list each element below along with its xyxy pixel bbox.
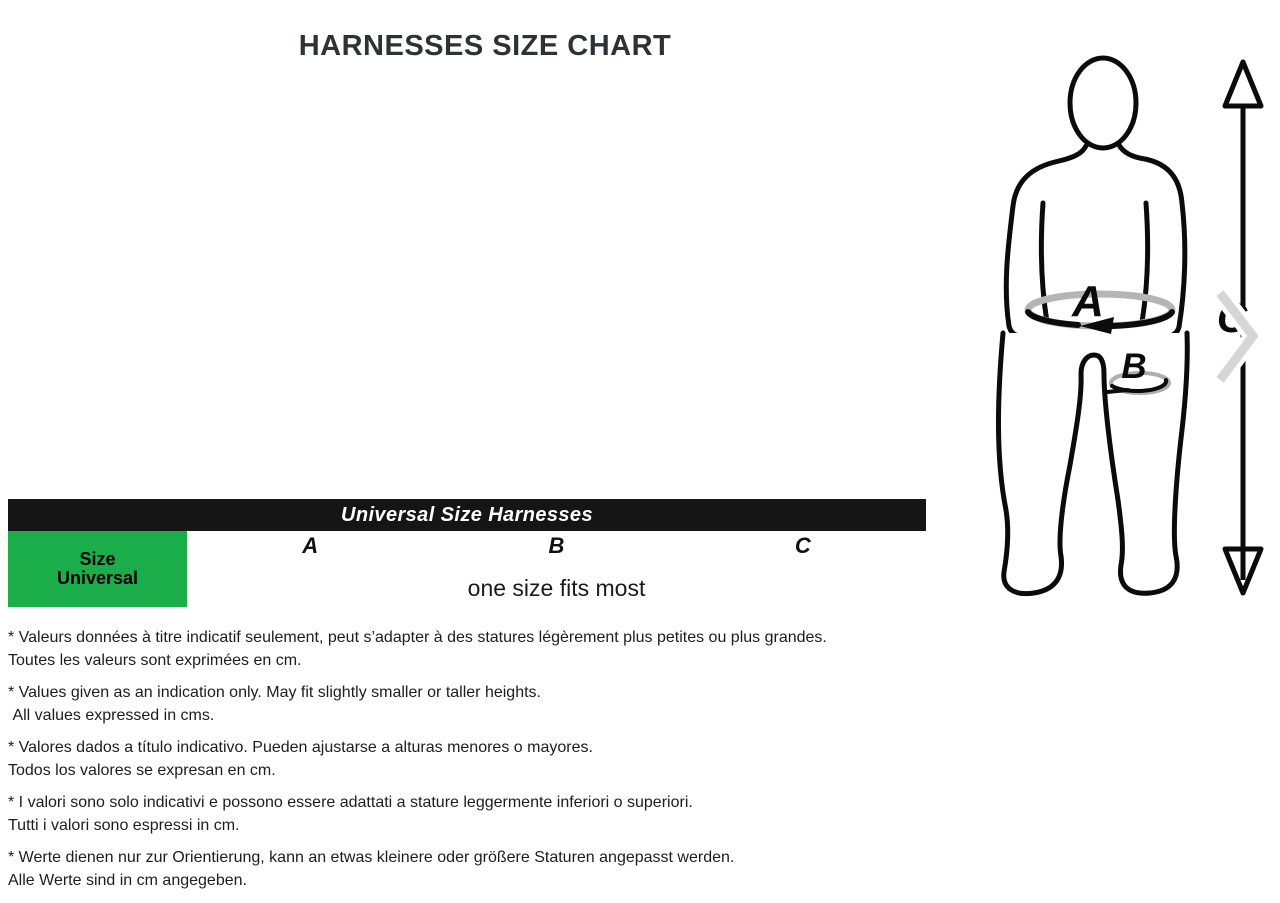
body-measurement-diagram (980, 50, 1280, 610)
figure-head (1070, 58, 1136, 148)
note-french (8, 626, 973, 672)
fit-note-label: one size fits most (467, 574, 646, 601)
disclaimer-notes (8, 626, 973, 901)
table-header-bar (8, 499, 926, 531)
note-english (8, 681, 973, 727)
note-line: * Values given as an indication only. May fit slightly smaller or taller heights. (8, 684, 541, 701)
note-italian (8, 791, 973, 837)
size-label-line1: Size (79, 549, 116, 569)
thigh-label: B (1121, 347, 1147, 386)
column-header-b: B (548, 533, 565, 558)
table-header-label: Universal Size Harnesses (341, 503, 593, 526)
figure-legs (998, 333, 1187, 594)
size-universal-cell (8, 531, 187, 607)
note-line: * Valeurs données à titre indicatif seulement, peut s’adapter à des statures légèrement plus petites ou plus grandes. (8, 629, 827, 646)
note-line: * Werte dienen nur zur Orientierung, kann an etwas kleinere oder größere Staturen angepasst werden. (8, 849, 735, 866)
thigh-tick (1107, 390, 1128, 392)
waist-measure (1028, 277, 1172, 334)
fit-note-row (187, 570, 926, 606)
figure-left-inner-arm (1041, 203, 1047, 322)
column-header-a: A (302, 533, 319, 558)
waist-label: A (1072, 277, 1104, 326)
waist-arrow-left-arc (1028, 312, 1078, 325)
note-line: Tutti i valori sono espressi in cm. (8, 817, 240, 834)
column-header-c: C (794, 533, 811, 558)
note-line: All values expressed in cms. (8, 707, 215, 724)
size-label-line2: Universal (56, 568, 139, 588)
figure-right-inner-arm (1142, 203, 1148, 322)
note-line: Todos los valores se expresan en cm. (8, 762, 276, 779)
column-header-row (187, 533, 926, 563)
note-spanish (8, 736, 973, 782)
note-line: Toutes les valeurs sont exprimées en cm. (8, 652, 302, 669)
page-title: HARNESSES SIZE CHART (298, 30, 672, 62)
note-line: * I valori sono solo indicativi e possono essere adattati a stature leggermente inferiori o superiori. (8, 794, 693, 811)
height-arrowhead-up (1225, 62, 1261, 106)
note-line: * Valores dados a título indicativo. Pueden ajustarse a alturas menores o mayores. (8, 739, 593, 756)
measurement-figure (980, 50, 1280, 610)
height-label: C (1216, 294, 1248, 341)
note-line: Alle Werte sind in cm angegeben. (8, 872, 247, 889)
note-german (8, 846, 973, 892)
